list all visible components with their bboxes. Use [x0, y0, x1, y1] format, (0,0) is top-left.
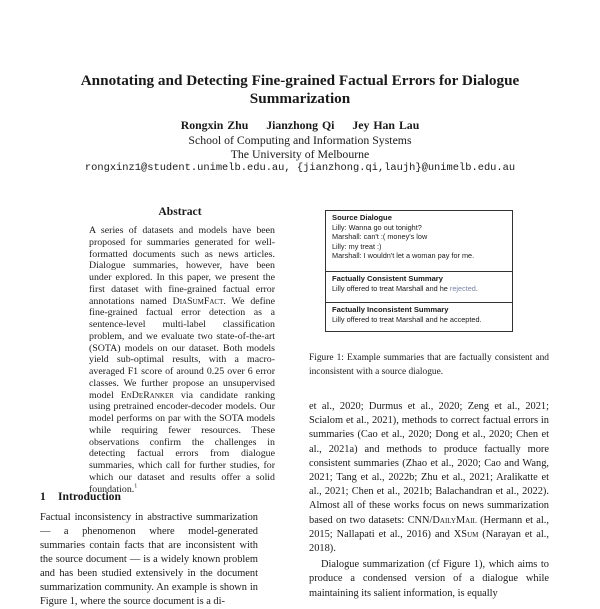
author-name: Jianzhong Qi: [266, 118, 335, 132]
affiliation-school: School of Computing and Information Systems: [188, 133, 412, 147]
author-emails: rongxinz1@student.unimelb.edu.au, {jianzhong.qi,laujh}@unimelb.edu.au: [84, 162, 516, 174]
figure-1-box: [325, 210, 513, 332]
right-column-text: [309, 400, 549, 601]
abstract-body: [89, 225, 275, 495]
introduction-paragraph: Factual inconsistency in abstractive summarization — a phenomenon where model-generated summaries contain facts that are inconsistent with the source document — is a widely known problem and has been studied extensively in the document summarization community. An example is shown in Figure 1, where the source document is a di-: [40, 512, 258, 607]
abstract-text: via candidate ranking using pretrained encoder-decoder models. Our model performs on par with the SOTA models while requiring fewer resources. These observations confirm the challenges in detecting factual errors from dialogue summaries, which call for further studies, for which our dataset and results offer a solid foundation.: [89, 389, 276, 495]
paragraph: Dialogue summarization (cf Figure 1), which aims to produce a condensed version of a dialogue while maintaining its salient information, is equally: [309, 559, 549, 599]
model-name: EnDeRanker: [120, 389, 174, 401]
author-list: [60, 118, 540, 132]
highlighted-word: rejected: [449, 283, 476, 293]
dataset-name-suffix: um: [467, 528, 479, 540]
dataset-name: DailyMail: [432, 514, 477, 526]
dialogue-line: Marshall: can't :( money's low: [332, 232, 428, 242]
dialogue-line: Lilly: my treat :): [332, 241, 382, 251]
footnote-mark: 1: [134, 483, 138, 490]
abstract-text: . We define fine-grained factual error detection as a sentence-level multi-label classification problem, and we evaluate two state-of-the-art (SOTA) models on our dataset. Both models yield sub-optimal results, with a macro-averaged F1 score of around 0.25 over 6 error classes. We further propose an unsupervised model: [89, 295, 275, 401]
abstract-text: A series of datasets and models have been proposed for summaries generated for well-formatted documents such as news articles. Dialogue summaries, however, have been under explored. In this paper, we present the first dataset with fine-grained factual error annotations named: [89, 225, 275, 307]
inconsistent-summary-heading: Factually Inconsistent Summary: [332, 305, 449, 314]
text-run: et al., 2020; Durmus et al., 2020; Zeng et al., 2021; Scialom et al., 2021), methods to correct factual errors in summaries (Cao et al., 2020; Dong et al., 2020; Chen et al., 2021a) and methods to produce factually more consistent summaries (Zhao et al., 2020; Cao and Wang, 2021; Tang et al., 2022b; Zhu et al., 2021; Aralikatte et al., 2021; Chen et al., 2021b; Balachandran et al., 2022). Almost all of these works focus on news summarization based on two datasets: CNN/: [309, 401, 549, 526]
inconsistent-summary-text: Lilly offered to treat Marshall and he accepted.: [332, 314, 482, 324]
paper-title: Annotating and Detecting Fine-grained Factual Errors for Dialogue Summarization: [80, 72, 520, 107]
paragraph: [309, 400, 549, 556]
inconsistent-summary-panel: [326, 303, 512, 331]
consistent-summary-text: [332, 284, 506, 294]
dialogue-line: Marshall: I wouldn't let a woman pay for me.: [332, 251, 475, 261]
text-run: (Narayan et al., 2018).: [309, 528, 550, 555]
source-dialogue-panel: [326, 211, 512, 272]
section-title: Introduction: [58, 490, 121, 503]
dataset-name: DiaSumFact: [172, 295, 224, 307]
summary-text: Lilly offered to treat Marshall and he: [332, 283, 450, 293]
author-name: Rongxin Zhu: [180, 118, 249, 132]
dialogue-line: Lilly: Wanna go out tonight?: [332, 222, 422, 232]
author-name: Jey Han Lau: [352, 118, 420, 132]
summary-punct: .: [475, 283, 478, 293]
figure-1-caption: Figure 1: Example summaries that are factually consistent and inconsistent with a source dialogue.: [309, 353, 549, 377]
section-number: 1: [40, 490, 46, 503]
section-heading-introduction: [40, 490, 121, 503]
consistent-summary-heading: Factually Consistent Summary: [332, 274, 443, 283]
affiliation-university: The University of Melbourne: [230, 147, 370, 161]
abstract-heading: Abstract: [158, 205, 202, 218]
source-dialogue-heading: Source Dialogue: [332, 213, 392, 222]
text-run: (Hermann et al., 2015; Nallapati et al., 2016) and XS: [309, 514, 549, 540]
consistent-summary-panel: [326, 272, 512, 303]
